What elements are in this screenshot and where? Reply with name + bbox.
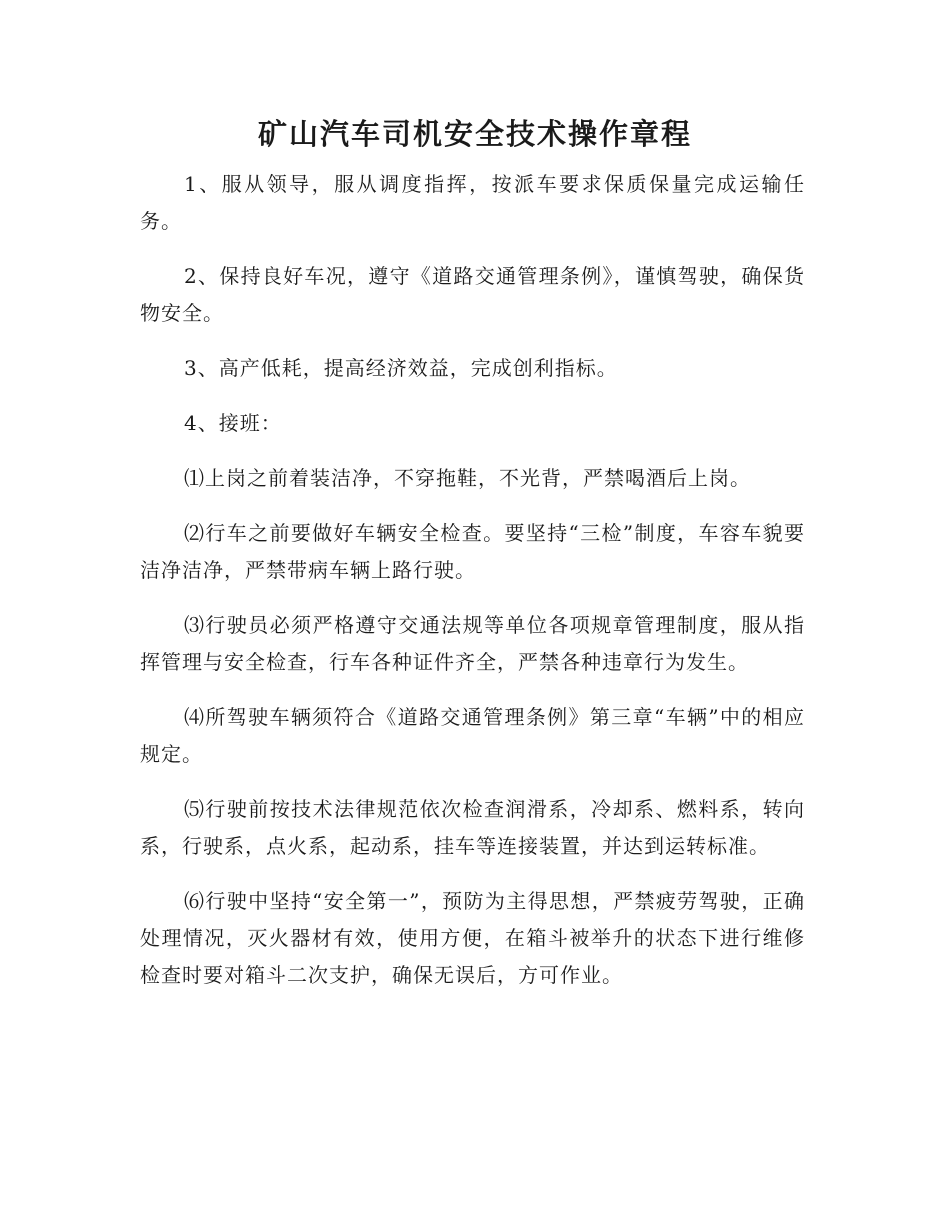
paragraph-4-5: ⑸行驶前按技术法律规范依次检查润滑系，冷却系、燃料系，转向系，行驶系，点火系，起动系，挂车等连接装置，并达到运转标准。 [140, 797, 805, 858]
paragraph-4: 4、接班： [184, 411, 282, 435]
paragraph-1: 1、服从领导，服从调度指挥，按派车要求保质保量完成运输任务。 [140, 172, 805, 233]
document-body [140, 166, 805, 1012]
paragraph-3: 3、高产低耗，提高经济效益，完成创利指标。 [184, 356, 618, 380]
paragraph-4-3: ⑶行驶员必须严格遵守交通法规等单位各项规章管理制度，服从指挥管理与安全检查，行车各种证件齐全，严禁各种违章行为发生。 [140, 613, 805, 674]
document-title: 矿山汽车司机安全技术操作章程 [257, 117, 692, 151]
paragraph-4-6: ⑹行驶中坚持“安全第一”，预防为主得思想，严禁疲劳驾驶，正确处理情况，灭火器材有效，使用方便，在箱斗被举升的状态下进行维修检查时要对箱斗二次支护，确保无误后，方可作业。 [140, 889, 805, 987]
paragraph-2: 2、保持良好车况，遵守《道路交通管理条例》，谨慎驾驶，确保货物安全。 [140, 264, 805, 325]
paragraph-4-2: ⑵行车之前要做好车辆安全检查。要坚持“三检”制度，车容车貌要洁净洁净，严禁带病车辆上路行驶。 [140, 521, 805, 582]
paragraph-4-1: ⑴上岗之前着装洁净，不穿拖鞋，不光背，严禁喝酒后上岗。 [184, 466, 751, 490]
paragraph-4-4: ⑷所驾驶车辆须符合《道路交通管理条例》第三章“车辆”中的相应规定。 [140, 705, 805, 766]
